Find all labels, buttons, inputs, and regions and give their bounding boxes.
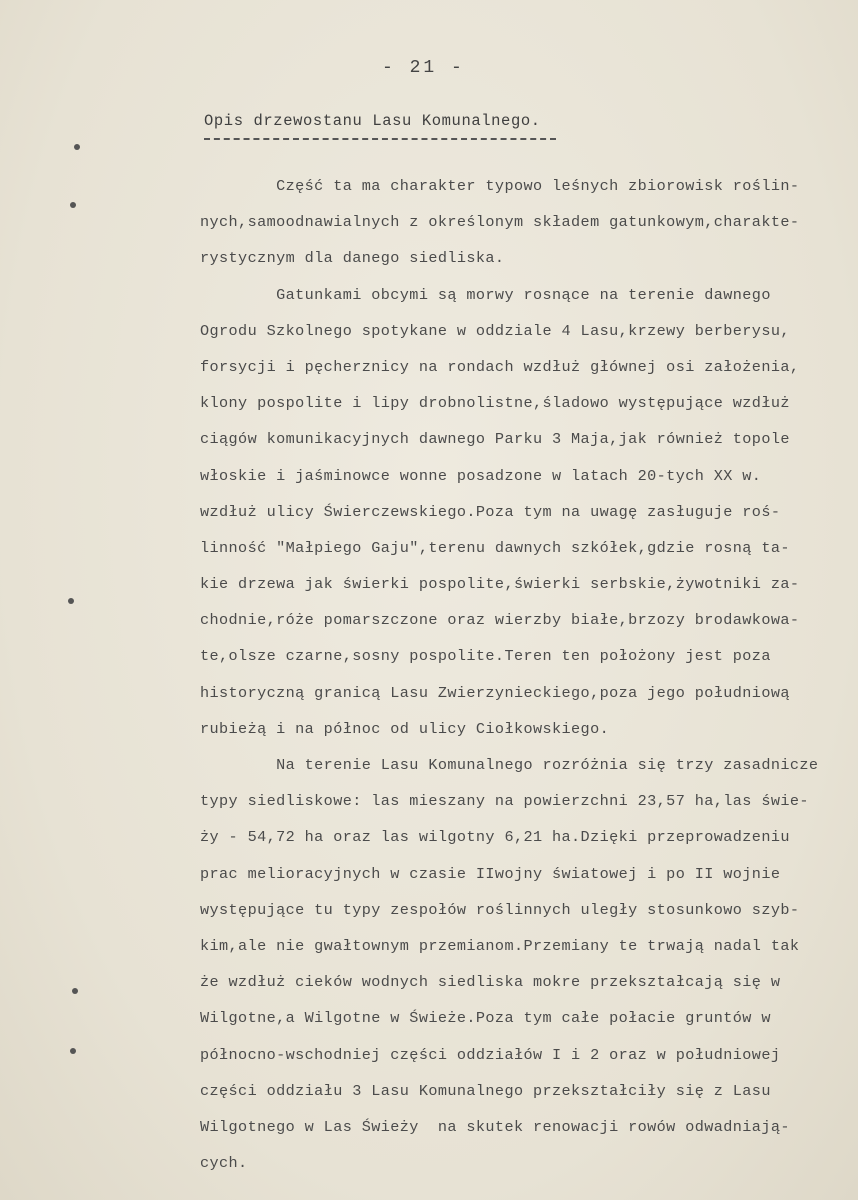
text-line: ży - 54,72 ha oraz las wilgotny 6,21 ha.Dzięki przeprowadzeniu [200, 828, 790, 847]
punch-hole [70, 1048, 76, 1054]
page-title: Opis drzewostanu Lasu Komunalnego. [204, 112, 541, 130]
text-line: linność "Małpiego Gaju",terenu dawnych szkółek,gdzie rosną ta- [200, 538, 790, 557]
title-underline [204, 138, 556, 140]
text-line: Gatunkami obcymi są morwy rosnące na terenie dawnego [200, 285, 771, 304]
punch-hole [74, 144, 80, 150]
text-line: chodnie,róże pomarszczone oraz wierzby białe,brzozy brodawkowa- [200, 611, 800, 630]
text-line: ciągów komunikacyjnych dawnego Parku 3 Maja,jak również topole [200, 430, 790, 449]
text-line: włoskie i jaśminowce wonne posadzone w latach 20-tych XX w. [200, 466, 762, 485]
text-line: Wilgotne,a Wilgotne w Świeże.Poza tym całe połacie gruntów w [200, 1009, 771, 1028]
text-line: te,olsze czarne,sosny pospolite.Teren ten położony jest poza [200, 647, 771, 666]
punch-hole [68, 598, 74, 604]
text-line: części oddziału 3 Lasu Komunalnego przekształciły się z Lasu [200, 1081, 771, 1100]
text-line: występujące tu typy zespołów roślinnych uległy stosunkowo szyb- [200, 900, 800, 919]
text-line: kim,ale nie gwałtownym przemianom.Przemiany te trwają nadal tak [200, 936, 800, 955]
punch-hole [72, 988, 78, 994]
text-line: prac melioracyjnych w czasie IIwojny światowej i po II wojnie [200, 864, 781, 883]
page-number: - 21 - [382, 58, 465, 78]
text-line: Ogrodu Szkolnego spotykane w oddziale 4 Lasu,krzewy berberysu, [200, 321, 790, 340]
text-line: cych. [200, 1154, 248, 1173]
text-line: Część ta ma charakter typowo leśnych zbiorowisk roślin- [200, 177, 800, 195]
text-line: Na terenie Lasu Komunalnego rozróżnia się trzy zasadnicze [200, 756, 819, 774]
text-line: historyczną granicą Lasu Zwierzynieckiego,poza jego południową [200, 683, 790, 702]
text-line: forsycji i pęcherznicy na rondach wzdłuż głównej osi założenia, [200, 357, 800, 376]
text-line: typy siedliskowe: las mieszany na powierzchni 23,57 ha,las świe- [200, 792, 809, 811]
punch-hole [70, 202, 76, 208]
text-line: wzdłuż ulicy Świerczewskiego.Poza tym na uwagę zasługuje roś- [200, 502, 781, 521]
text-line: klony pospolite i lipy drobnolistne,śladowo występujące wzdłuż [200, 394, 790, 413]
text-line: że wzdłuż cieków wodnych siedliska mokre przekształcają się w [200, 973, 781, 992]
body-text [200, 168, 850, 1181]
text-line: nych,samoodnawialnych z określonym składem gatunkowym,charakte- [200, 213, 800, 232]
text-line: rubieżą i na północ od ulicy Ciołkowskiego. [200, 719, 610, 738]
text-line: kie drzewa jak świerki pospolite,świerki serbskie,żywotniki za- [200, 575, 800, 594]
text-line: Wilgotnego w Las Świeży na skutek renowacji rowów odwadniają- [200, 1117, 790, 1136]
text-line: północno-wschodniej części oddziałów I i 2 oraz w południowej [200, 1045, 781, 1064]
text-line: rystycznym dla danego siedliska. [200, 249, 505, 268]
